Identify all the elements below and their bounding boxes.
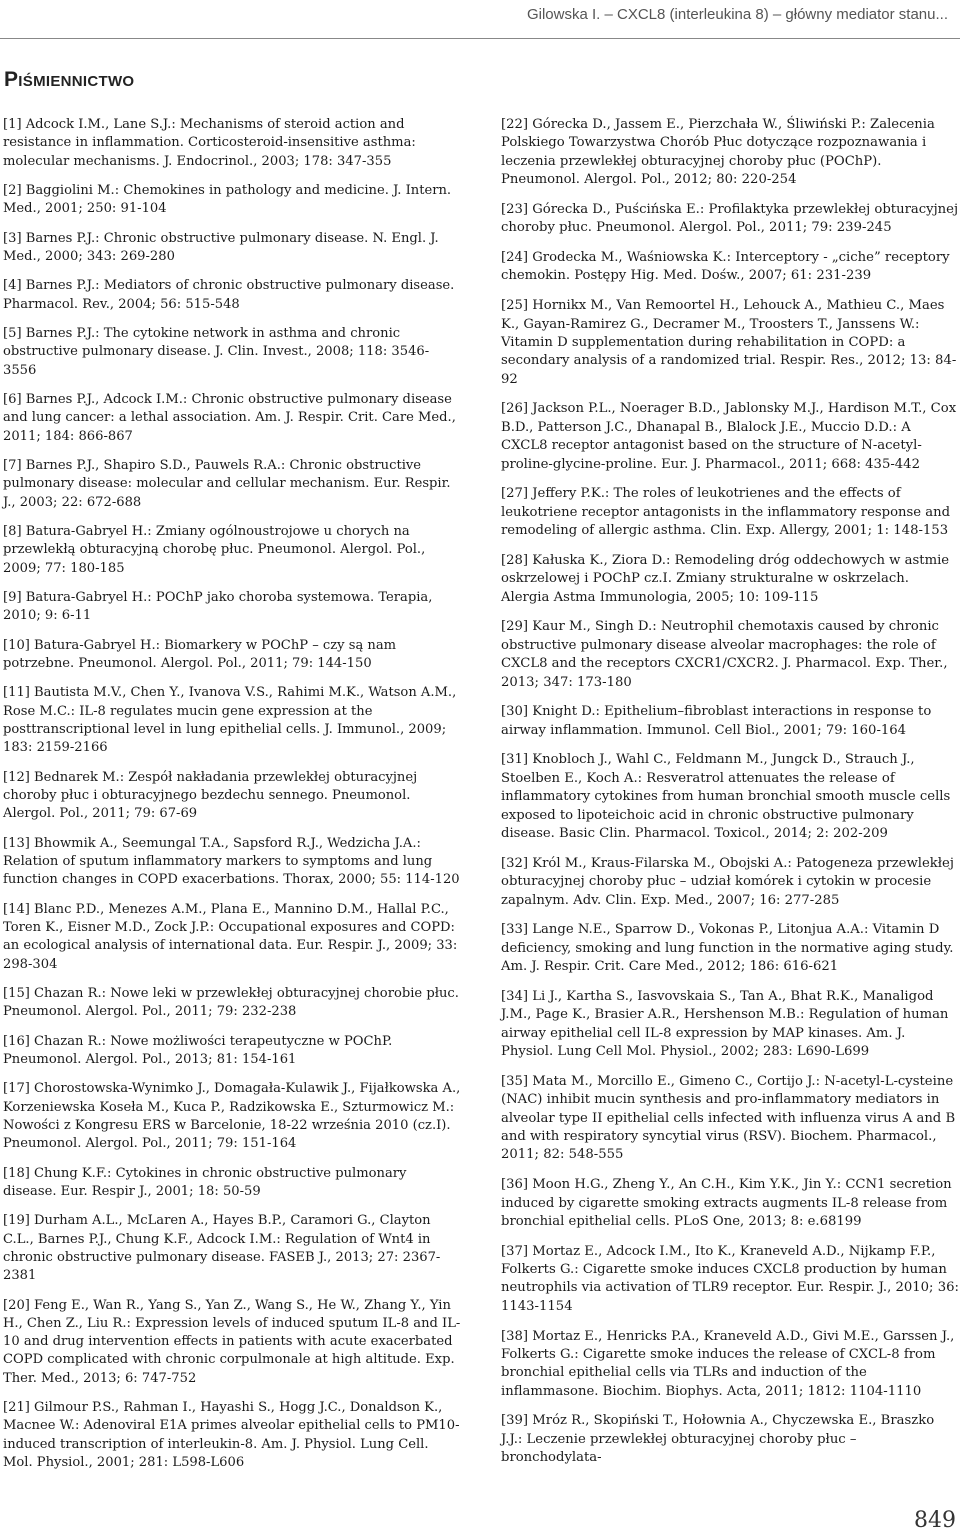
reference-entry: [25] Hornikx M., Van Remoortel H., Lehouck A., Mathieu C., Maes K., Gayan-Ramirez G., Decramer M., Troosters T., Janssens W.: Vitamin D supplementation during rehabilitation in COPD: a secondary analysis of a randomized trial. Respir. Res., 2012; 13: 84-92 [501,298,957,387]
reference-entry: [33] Lange N.E., Sparrow D., Vokonas P., Litonjua A.A.: Vitamin D deficiency, smoking and lung function in the normative aging study. Am. J. Respir. Crit. Care Med., 2012; 186: 616-621 [501,922,954,975]
references-right-column [501,116,959,1479]
reference-entry: [28] Kałuska K., Ziora D.: Remodeling dróg oddechowych w astmie oskrzelowej i POChP cz.I. Zmiany strukturalne w oskrzelach. Alergia Astma Immunologia, 2005; 10: 109-115 [501,552,950,605]
reference-entry: [4] Barnes P.J.: Mediators of chronic obstructive pulmonary disease. Pharmacol. Rev., 2004; 56: 515-548 [3,278,455,312]
reference-entry: [38] Mortaz E., Henricks P.A., Kraneveld A.D., Givi M.E., Garssen J., Folkerts G.: Cigarette smoke induces the release of CXCL-8 from bronchial epithelial cells via TLRs and induction of the inflammasone. Biochim. Biophys. Acta, 2011; 1812: 1104-1110 [501,1328,955,1399]
reference-entry: [29] Kaur M., Singh D.: Neutrophil chemotaxis caused by chronic obstructive pulmonary disease alveolar macrophages: the role of CXCL8 and the receptors CXCR1/CXCR2. J. Pharmacol. Exp. Ther., 2013; 347: 173-180 [501,619,948,690]
reference-entry: [24] Grodecka M., Waśniowska K.: Interceptory - „ciche” receptory chemokin. Postępy Hig. Med. Dośw., 2007; 61: 231-239 [501,250,950,284]
reference-entry: [15] Chazan R.: Nowe leki w przewlekłej obturacyjnej chorobie płuc. Pneumonol. Alergol. Pol., 2011; 79: 232-238 [3,985,459,1020]
header-rule [0,38,960,39]
reference-entry: [34] Li J., Kartha S., Iasvovskaia S., Tan A., Bhat R.K., Manaligod J.M., Page K., Brasier A.R., Hershenson M.B.: Regulation of human airway epithelial cell IL-8 expression by MAP kinases. Am. J. Physiol. Lung Cell Mol. Physiol., 2002; 283: L690-L699 [501,988,949,1060]
section-title: Piśmiennictwo [4,68,135,91]
reference-entry: [26] Jackson P.L., Noerager B.D., Jablonsky M.J., Hardison M.T., Cox B.D., Patterson J.C., Dhanapal B., Blalock J.E., Muccio D.D.: A CXCL8 receptor antagonist based on the structure of N-acetyl-proline-glycine-proline. Eur. J. Pharmacol., 2011; 668: 435-442 [501,401,957,472]
reference-entry: [11] Bautista M.V., Chen Y., Ivanova V.S., Rahimi M.K., Watson A.M., Rose M.C.: IL-8 regulates mucin gene expression at the posttranscriptional level in lung epithelial cells. J. Immunol., 2009; 183: 2159-2166 [3,685,457,756]
reference-entry: [1] Adcock I.M., Lane S.J.: Mechanisms of steroid action and resistance in inflammation. Corticosteroid-insensitive asthma: molecular mechanisms. J. Endocrinol., 2003; 178: 347-355 [3,117,416,169]
reference-entry: [36] Moon H.G., Zheng Y., An C.H., Kim Y.K., Jin Y.: CCN1 secretion induced by cigarette smoking extracts augments IL-8 release from bronchial epithelial cells. PLoS One, 2013; 8: e.68199 [501,1177,952,1229]
running-head: Gilowska I. – CXCL8 (interleukina 8) – główny mediator stanu... [526,6,948,23]
reference-entry: [30] Knight D.: Epithelium–fibroblast interactions in response to airway inflammation. Immunol. Cell Biol., 2001; 79: 160-164 [501,704,932,738]
reference-entry: [7] Barnes P.J., Shapiro S.D., Pauwels R.A.: Chronic obstructive pulmonary disease: molecular and cellular mechanism. Eur. Respir. J., 2003; 22: 672-688 [3,458,451,510]
reference-entry: [12] Bednarek M.: Zespół nakładania przewlekłej obturacyjnej choroby płuc i obturacyjnego bezdechu sennego. Pneumonol. Alergol. Pol., 2011; 79: 67-69 [3,769,418,822]
reference-entry: [6] Barnes P.J., Adcock I.M.: Chronic obstructive pulmonary disease and lung cancer: a lethal association. Am. J. Respir. Crit. Care Med., 2011; 184: 866-867 [3,392,456,444]
reference-entry: [32] Król M., Kraus-Filarska M., Obojski A.: Patogeneza przewlekłej obturacyjnej choroby płuc – udział komórek i cytokin w procesie zapalnym. Adv. Clin. Exp. Med., 2007; 16: 277-285 [501,855,954,908]
reference-entry: [37] Mortaz E., Adcock I.M., Ito K., Kraneveld A.D., Nijkamp F.P., Folkerts G.: Cigarette smoke induces CXCL8 production by human neutrophils via activation of TLR9 receptor. Eur. Respir. J., 2010; 36: 1143-1154 [501,1243,959,1314]
reference-entry: [19] Durham A.L., McLaren A., Hayes B.P., Caramori G., Clayton C.L., Barnes P.J., Chung K.F., Adcock I.M.: Regulation of Wnt4 in chronic obstructive pulmonary disease. FASEB J., 2013; 27: 2367-2381 [3,1213,441,1284]
reference-entry: [39] Mróz R., Skopiński T., Hołownia A., Chyczewska E., Braszko J.J.: Leczenie przewlekłej obturacyjnej choroby płuc – bronchodylata- [501,1413,935,1466]
reference-entry: [16] Chazan R.: Nowe możliwości terapeutyczne w POChP. Pneumonol. Alergol. Pol., 2013; 81: 154-161 [3,1033,393,1067]
reference-entry: [21] Gilmour P.S., Rahman I., Hayashi S., Hogg J.C., Donaldson K., Macnee W.: Adenoviral E1A primes alveolar epithelial cells to PM10-induced transcription of interleukin-8. Am. J. Physiol. Lung Cell. Mol. Physiol., 2001; 281: L598-L606 [3,1400,460,1470]
reference-entry: [5] Barnes P.J.: The cytokine network in asthma and chronic obstructive pulmonary disease. J. Clin. Invest., 2008; 118: 3546-3556 [3,326,430,378]
reference-entry: [13] Bhowmik A., Seemungal T.A., Sapsford R.J., Wedzicha J.A.: Relation of sputum inflammatory markers to symptoms and lung function changes in COPD exacerbations. Thorax, 2000; 55: 114-120 [3,835,460,888]
reference-entry: [18] Chung K.F.: Cytokines in chronic obstructive pulmonary disease. Eur. Respir J., 2001; 18: 50-59 [3,1165,407,1199]
reference-entry: [3] Barnes P.J.: Chronic obstructive pulmonary disease. N. Engl. J. Med., 2000; 343: 269-280 [3,230,439,264]
reference-entry: [22] Górecka D., Jassem E., Pierzchała W., Śliwiński P.: Zalecenia Polskiego Towarzystwa Chorób Płuc dotyczące rozpoznawania i leczenia przewlekłej obturacyjnej choroby płuc (POChP). Pneumonol. Alergol. Pol., 2012; 80: 220-254 [501,117,935,188]
reference-entry: [2] Baggiolini M.: Chemokines in pathology and medicine. J. Intern. Med., 2001; 250: 91-104 [3,182,452,217]
reference-entry: [14] Blanc P.D., Menezes A.M., Plana E., Mannino D.M., Hallal P.C., Toren K., Eisner M.D., Zock J.P.: Occupational exposures and COPD: an ecological analysis of international data. Eur. Respir. J., 2009; 33: 298-304 [3,901,458,972]
references-left-column [3,116,461,1483]
reference-entry: [35] Mata M., Morcillo E., Gimeno C., Cortijo J.: N-acetyl-L-cysteine (NAC) inhibit mucin synthesis and pro-inflammatory mediators in alveolar type II epithelial cells infected with influenza virus A and B and with respiratory syncytial virus (RSV). Biochem. Pharmacol., 2011; 82: 548-555 [501,1073,956,1163]
reference-entry: [8] Batura-Gabryel H.: Zmiany ogólnoustrojowe u chorych na przewlekłą obturacyjną chorobę płuc. Pneumonol. Alergol. Pol., 2009; 77: 180-185 [3,524,426,576]
reference-entry: [27] Jeffery P.K.: The roles of leukotrienes and the effects of leukotriene receptor antagonists in the inflammatory response and remodeling of allergic asthma. Clin. Exp. Allergy, 2001; 1: 148-153 [501,486,951,539]
reference-entry: [17] Chorostowska-Wynimko J., Domagała-Kulawik J., Fijałkowska A., Korzeniewska Koseła M., Kuca P., Radzikowska E., Szturmowicz M.: Nowości z Kongresu ERS w Barcelonie, 18-22 września 2010 (cz.I). Pneumonol. Alergol. Pol., 2011; 79: 151-164 [3,1081,461,1152]
reference-entry: [31] Knobloch J., Wahl C., Feldmann M., Jungck D., Strauch J., Stoelben E., Koch A.: Resveratrol attenuates the release of inflammatory cytokines from human bronchial smooth muscle cells exposed to lipoteichoic acid in chronic obstructive pulmonary disease. Basic Clin. Pharmacol. Toxicol., 2014; 2: 202-209 [501,752,951,842]
reference-entry: [23] Górecka D., Puścińska E.: Profilaktyka przewlekłej obturacyjnej choroby płuc. Pneumonol. Alergol. Pol., 2011; 79: 239-245 [501,201,959,236]
page-number: 849 [914,1508,956,1533]
reference-entry: [10] Batura-Gabryel H.: Biomarkery w POChP – czy są nam potrzebne. Pneumonol. Alergol. Pol., 2011; 79: 144-150 [3,637,397,671]
reference-entry: [9] Batura-Gabryel H.: POChP jako choroba systemowa. Terapia, 2010; 9: 6-11 [3,589,433,624]
reference-entry: [20] Feng E., Wan R., Yang S., Yan Z., Wang S., He W., Zhang Y., Yin H., Chen Z., Liu R.: Expression levels of induced sputum IL-8 and IL-10 and drug intervention effects in patients with acute exacerbated COPD complicated with chronic corpulmonale at high altitude. Exp. Ther. Med., 2013; 6: 747-752 [3,1297,461,1386]
